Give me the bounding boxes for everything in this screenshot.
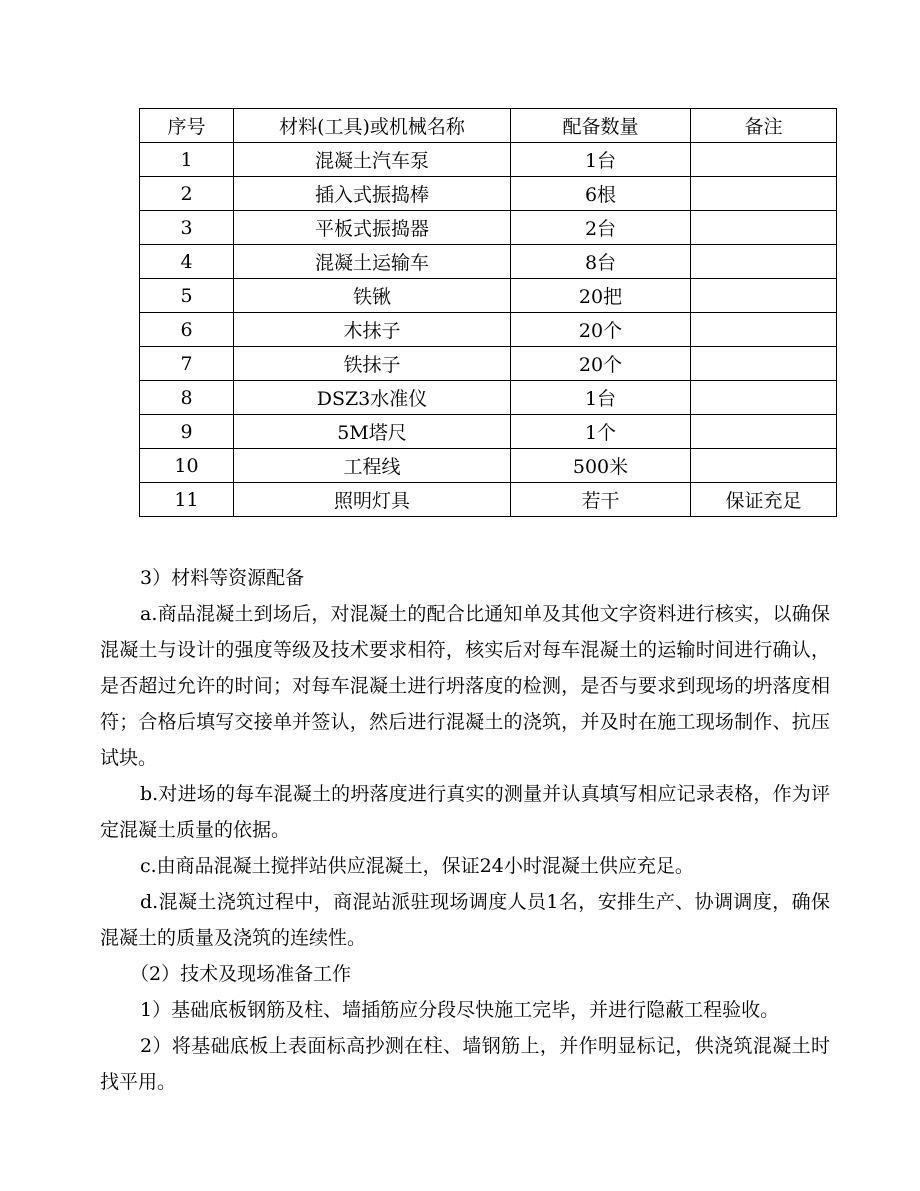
table-row (140, 177, 837, 211)
table-row (140, 347, 837, 381)
cell-quantity: 1台 (511, 381, 691, 415)
cell-name: DSZ3水准仪 (234, 381, 511, 415)
paragraph-c: c.由商品混凝土搅拌站供应混凝土，保证24小时混凝土供应充足。 (140, 855, 694, 877)
cell-name: 照明灯具 (234, 483, 511, 517)
cell-quantity: 20把 (511, 279, 691, 313)
equipment-table (139, 108, 837, 517)
cell-index: 8 (140, 381, 234, 415)
cell-remark (691, 211, 837, 245)
paragraph-a: a.商品混凝土到场后，对混凝土的配合比通知单及其他文字资料进行核实，以确保混凝土与设计的强度等级及技术要求相符，核实后对每车混凝土的运输时间进行确认，是否超过允许的时间；对每车混凝土进行坍落度的检测，是否与要求到现场的坍落度相符；合格后填写交接单并签认，然后进行混凝土的浇筑，并及时在施工现场制作、抗压试块。 (100, 603, 830, 769)
cell-quantity: 6根 (511, 177, 691, 211)
cell-remark (691, 449, 837, 483)
paragraph-d: d.混凝土浇筑过程中，商混站派驻现场调度人员1名，安排生产、协调调度，确保混凝土的质量及浇筑的连续性。 (100, 891, 830, 949)
cell-index: 5 (140, 279, 234, 313)
cell-remark (691, 279, 837, 313)
header-quantity: 配备数量 (511, 109, 691, 143)
table-row (140, 449, 837, 483)
cell-remark (691, 381, 837, 415)
table-row (140, 143, 837, 177)
table-row (140, 279, 837, 313)
cell-quantity: 500米 (511, 449, 691, 483)
cell-name: 混凝土汽车泵 (234, 143, 511, 177)
cell-name: 木抹子 (234, 313, 511, 347)
cell-remark (691, 313, 837, 347)
cell-remark (691, 347, 837, 381)
cell-name: 铁抹子 (234, 347, 511, 381)
cell-quantity: 2台 (511, 211, 691, 245)
cell-quantity: 1台 (511, 143, 691, 177)
item-1: 1）基础底板钢筋及柱、墙插筋应分段尽快施工完毕，并进行隐蔽工程验收。 (140, 999, 780, 1021)
cell-index: 2 (140, 177, 234, 211)
table-row (140, 245, 837, 279)
cell-remark (691, 143, 837, 177)
table-row (140, 381, 837, 415)
cell-remark (691, 415, 837, 449)
cell-name: 铁锹 (234, 279, 511, 313)
cell-index: 7 (140, 347, 234, 381)
section-heading-materials: 3）材料等资源配备 (140, 567, 305, 589)
cell-index: 4 (140, 245, 234, 279)
item-2: 2）将基础底板上表面标高抄测在柱、墙钢筋上，并作明显标记，供浇筑混凝土时找平用。 (100, 1035, 830, 1093)
cell-index: 3 (140, 211, 234, 245)
cell-name: 工程线 (234, 449, 511, 483)
table-row (140, 483, 837, 517)
table-row (140, 211, 837, 245)
header-name: 材料(工具)或机械名称 (234, 109, 511, 143)
cell-quantity: 20个 (511, 313, 691, 347)
cell-quantity: 若干 (511, 483, 691, 517)
cell-name: 平板式振捣器 (234, 211, 511, 245)
header-remark: 备注 (691, 109, 837, 143)
cell-remark (691, 245, 837, 279)
cell-quantity: 20个 (511, 347, 691, 381)
cell-remark (691, 177, 837, 211)
body-text (100, 560, 830, 1100)
cell-index: 6 (140, 313, 234, 347)
cell-remark: 保证充足 (691, 483, 837, 517)
cell-quantity: 8台 (511, 245, 691, 279)
cell-name: 混凝土运输车 (234, 245, 511, 279)
paragraph-b: b.对进场的每车混凝土的坍落度进行真实的测量并认真填写相应记录表格，作为评定混凝土质量的依据。 (100, 783, 830, 841)
table-header-row (140, 109, 837, 143)
cell-index: 10 (140, 449, 234, 483)
cell-index: 11 (140, 483, 234, 517)
cell-index: 9 (140, 415, 234, 449)
table-row (140, 415, 837, 449)
cell-index: 1 (140, 143, 234, 177)
header-index: 序号 (140, 109, 234, 143)
section-heading-preparation: （2）技术及现场准备工作 (130, 963, 352, 985)
cell-name: 5M塔尺 (234, 415, 511, 449)
cell-name: 插入式振捣棒 (234, 177, 511, 211)
cell-quantity: 1个 (511, 415, 691, 449)
table-row (140, 313, 837, 347)
